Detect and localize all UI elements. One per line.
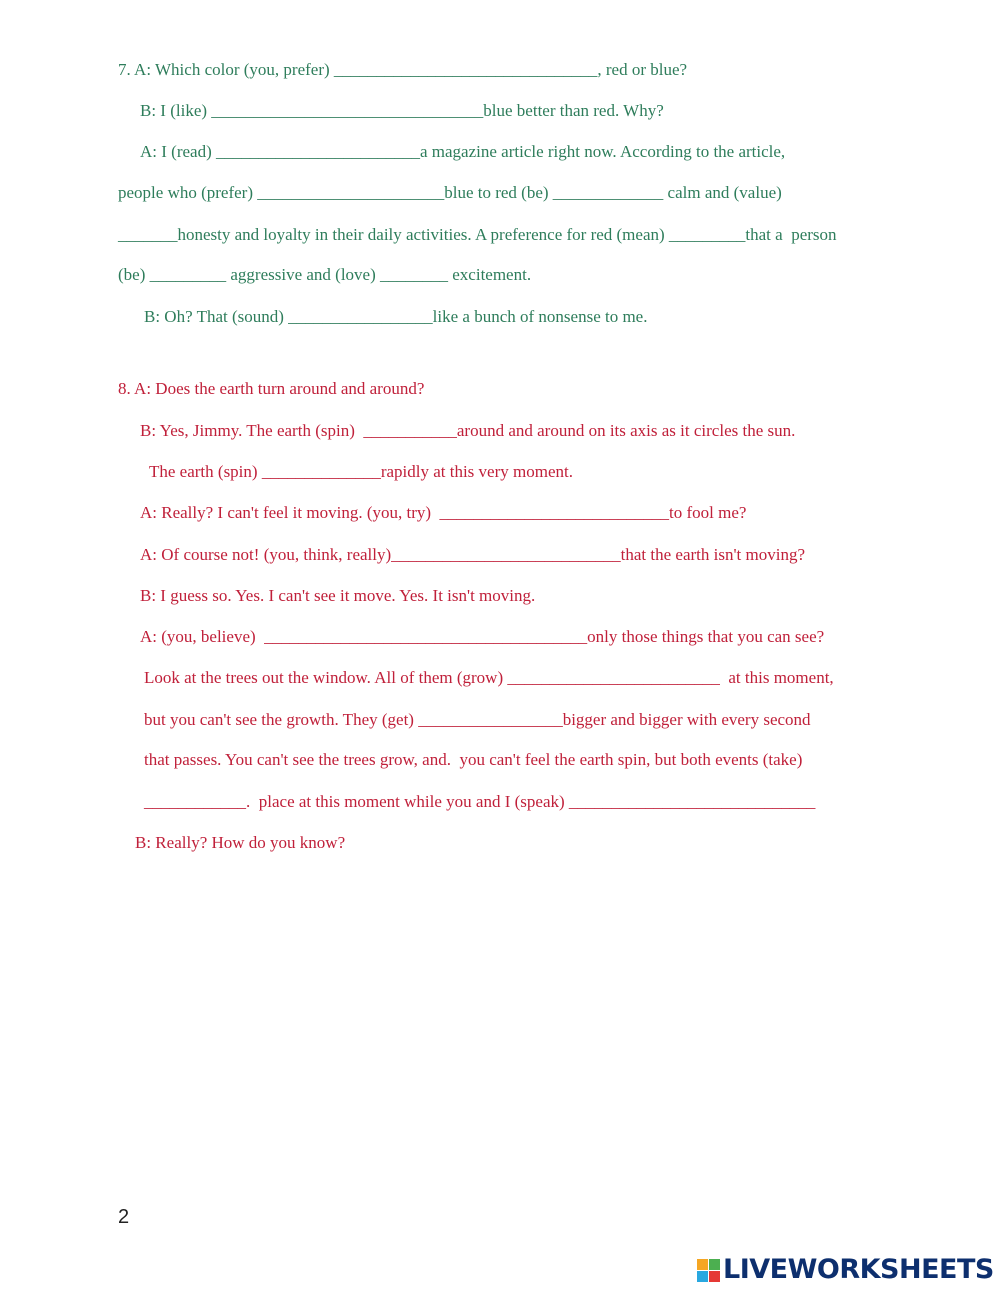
ex8-line: B: I guess so. Yes. I can't see it move. Yes. It isn't moving.: [140, 586, 536, 605]
logo-text: LIVEWORKSHEETS: [723, 1254, 994, 1285]
ex8-line: 8. A: Does the earth turn around and around?: [118, 379, 425, 398]
ex8-line: that passes. You can't see the trees grow, and. you can't feel the earth spin, but both events (take): [144, 750, 803, 769]
ex7-line: A: I (read) ________________________a magazine article right now. According to the article,: [140, 142, 786, 161]
page-number: 2: [118, 1206, 130, 1228]
ex8-line: B: Yes, Jimmy. The earth (spin) ___________around and around on its axis as it circles the sun.: [140, 421, 796, 440]
ex7-line: B: I (like) ________________________________blue better than red. Why?: [140, 101, 664, 120]
ex8-line: The earth (spin) ______________rapidly at this very moment.: [149, 462, 573, 481]
ex8-line: but you can't see the growth. They (get) _________________bigger and bigger with every second: [144, 710, 811, 729]
ex8-line: A: Of course not! (you, think, really)___________________________that the earth isn't moving?: [140, 545, 806, 564]
logo-block: [709, 1259, 720, 1270]
ex8-line: A: Really? I can't feel it moving. (you, try) ___________________________to fool me?: [140, 503, 747, 522]
ex7-line: 7. A: Which color (you, prefer) _______________________________, red or blue?: [118, 60, 688, 79]
ex8-line: ____________. place at this moment while you and I (speak) _____________________________: [144, 792, 816, 811]
liveworksheets-logo: [697, 1255, 994, 1285]
ex8-line: A: (you, believe) ______________________________________only those things that you can see?: [140, 627, 825, 646]
ex7-line: B: Oh? That (sound) _________________like a bunch of nonsense to me.: [144, 307, 648, 326]
logo-block: [697, 1271, 708, 1282]
logo-block: [697, 1259, 708, 1270]
logo-blocks-icon: [697, 1259, 720, 1282]
ex7-line: (be) _________ aggressive and (love) ________ excitement.: [118, 265, 532, 284]
ex7-line: _______honesty and loyalty in their daily activities. A preference for red (mean) _________that a person: [118, 225, 837, 244]
ex8-line: B: Really? How do you know?: [135, 833, 346, 852]
ex8-line: Look at the trees out the window. All of them (grow) _________________________ at this moment,: [144, 668, 834, 687]
logo-block: [709, 1271, 720, 1282]
ex7-line: people who (prefer) ______________________blue to red (be) _____________ calm and (value): [118, 183, 782, 202]
